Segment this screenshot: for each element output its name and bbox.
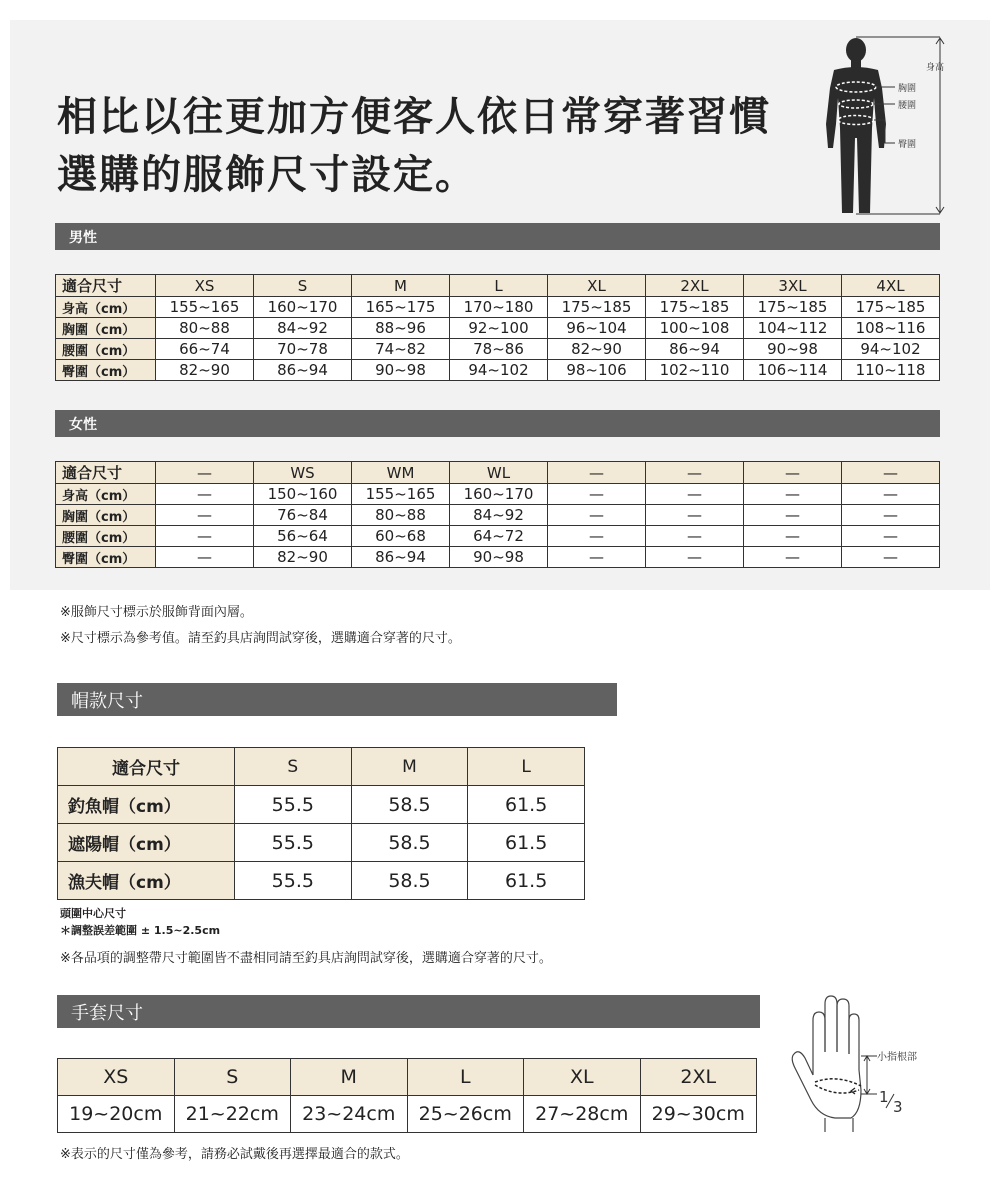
- table-cell: 80~88: [156, 318, 254, 339]
- row-label: 腰圍（cm）: [56, 526, 156, 547]
- table-cell: 21~22cm: [174, 1096, 291, 1133]
- table-cell: 94~102: [842, 339, 940, 360]
- table-cell: 110~118: [842, 360, 940, 381]
- table-cell: 165~175: [352, 297, 450, 318]
- table-cell: 96~104: [548, 318, 646, 339]
- size-header: XS: [58, 1059, 175, 1096]
- table-cell: 90~98: [450, 547, 548, 568]
- table-cell: —: [744, 547, 842, 568]
- table-cell: 82~90: [156, 360, 254, 381]
- table-cell: 55.5: [235, 862, 352, 900]
- table-cell: 88~96: [352, 318, 450, 339]
- title-line-2: 選購的服飾尺寸設定。: [57, 152, 477, 198]
- table-cell: 155~165: [352, 484, 450, 505]
- table-cell: 55.5: [235, 824, 352, 862]
- title-line-1: 相比以往更加方便客人依日常穿著習慣: [57, 94, 771, 140]
- hat-note-tolerance: ＊調整誤差範圍 ± 1.5~2.5cm: [60, 924, 221, 937]
- size-header: XL: [524, 1059, 641, 1096]
- table-cell: 86~94: [646, 339, 744, 360]
- table-cell: —: [548, 547, 646, 568]
- table-cell: 80~88: [352, 505, 450, 526]
- table-cell: 170~180: [450, 297, 548, 318]
- size-header: M: [351, 748, 468, 786]
- table-cell: 160~170: [450, 484, 548, 505]
- table-cell: —: [548, 526, 646, 547]
- note-reference-values: ※尺寸標示為參考值。請至釣具店詢問試穿後，選購適合穿著的尺寸。: [60, 631, 461, 646]
- table-cell: —: [744, 526, 842, 547]
- table-row: [56, 484, 940, 505]
- table-cell: 98~106: [548, 360, 646, 381]
- women-header-label: 適合尺寸: [56, 462, 156, 484]
- table-cell: 86~94: [254, 360, 352, 381]
- table-cell: 155~165: [156, 297, 254, 318]
- table-cell: 106~114: [744, 360, 842, 381]
- table-cell: 61.5: [468, 786, 585, 824]
- table-cell: 19~20cm: [58, 1096, 175, 1133]
- size-header: L: [450, 275, 548, 297]
- table-cell: 56~64: [254, 526, 352, 547]
- table-cell: 175~185: [744, 297, 842, 318]
- table-cell: 29~30cm: [640, 1096, 757, 1133]
- women-section-bar: [55, 410, 940, 437]
- table-cell: 61.5: [468, 824, 585, 862]
- hip-label: 臀圍: [898, 140, 917, 150]
- women-section-title: 女性: [69, 416, 97, 433]
- body-measurement-figure: [800, 28, 960, 218]
- table-cell: —: [646, 505, 744, 526]
- table-cell: —: [744, 484, 842, 505]
- row-label: 臀圍（cm）: [56, 547, 156, 568]
- table-cell: —: [156, 526, 254, 547]
- table-cell: —: [156, 484, 254, 505]
- size-header: M: [352, 275, 450, 297]
- table-cell: 100~108: [646, 318, 744, 339]
- size-header: WL: [450, 462, 548, 484]
- size-header: XS: [156, 275, 254, 297]
- table-row: [58, 824, 585, 862]
- table-cell: 55.5: [235, 786, 352, 824]
- fraction-denominator: 3: [893, 1098, 903, 1116]
- table-cell: 160~170: [254, 297, 352, 318]
- table-cell: 104~112: [744, 318, 842, 339]
- men-size-table: [55, 274, 940, 381]
- size-header: —: [156, 462, 254, 484]
- row-label: 釣魚帽（cm）: [58, 786, 235, 824]
- men-section-title: 男性: [69, 229, 97, 246]
- table-cell: 78~86: [450, 339, 548, 360]
- table-row: [56, 547, 940, 568]
- size-header: XL: [548, 275, 646, 297]
- fraction-numerator: 1: [879, 1088, 889, 1106]
- size-header: 2XL: [646, 275, 744, 297]
- size-header: L: [468, 748, 585, 786]
- table-cell: —: [548, 484, 646, 505]
- hat-header-row: [58, 748, 585, 786]
- row-label: 身高（cm）: [56, 484, 156, 505]
- table-cell: 64~72: [450, 526, 548, 547]
- table-cell: —: [156, 505, 254, 526]
- size-header: —: [842, 462, 940, 484]
- table-cell: 175~185: [842, 297, 940, 318]
- table-cell: 25~26cm: [407, 1096, 524, 1133]
- row-label: 身高（cm）: [56, 297, 156, 318]
- size-header: WS: [254, 462, 352, 484]
- table-row: [58, 1096, 757, 1133]
- size-header: 3XL: [744, 275, 842, 297]
- hand-measurement-diagram: [785, 990, 945, 1140]
- row-label: 遮陽帽（cm）: [58, 824, 235, 862]
- table-row: [56, 526, 940, 547]
- hat-note-adjustment: ※各品項的調整帶尺寸範圍皆不盡相同請至釣具店詢問試穿後，選購適合穿著的尺寸。: [60, 951, 552, 966]
- size-header: S: [235, 748, 352, 786]
- glove-size-table: [57, 1058, 757, 1133]
- table-row: [56, 505, 940, 526]
- table-cell: 102~110: [646, 360, 744, 381]
- table-cell: 86~94: [352, 547, 450, 568]
- women-header-row: [56, 462, 940, 484]
- size-header: M: [291, 1059, 408, 1096]
- men-header-label: 適合尺寸: [56, 275, 156, 297]
- waist-label: 腰圍: [898, 101, 917, 111]
- men-section-bar: [55, 223, 940, 250]
- size-header: —: [744, 462, 842, 484]
- hat-note-head-center: 頭圍中心尺寸: [60, 907, 126, 920]
- size-header: —: [548, 462, 646, 484]
- table-cell: —: [646, 547, 744, 568]
- row-label: 胸圍（cm）: [56, 505, 156, 526]
- table-cell: 61.5: [468, 862, 585, 900]
- size-header: S: [254, 275, 352, 297]
- table-row: [58, 862, 585, 900]
- table-cell: 92~100: [450, 318, 548, 339]
- table-cell: 150~160: [254, 484, 352, 505]
- table-cell: 90~98: [352, 360, 450, 381]
- row-label: 漁夫帽（cm）: [58, 862, 235, 900]
- table-row: [58, 786, 585, 824]
- women-size-table: [55, 461, 940, 568]
- table-cell: 94~102: [450, 360, 548, 381]
- hat-header-label: 適合尺寸: [58, 748, 235, 786]
- note-label-location: ※服飾尺寸標示於服飾背面內層。: [60, 605, 253, 620]
- size-header: L: [407, 1059, 524, 1096]
- table-cell: 60~68: [352, 526, 450, 547]
- size-header: —: [646, 462, 744, 484]
- table-cell: 175~185: [548, 297, 646, 318]
- palm-measure-line: [815, 1079, 861, 1086]
- table-cell: —: [842, 547, 940, 568]
- table-cell: 175~185: [646, 297, 744, 318]
- table-row: [56, 339, 940, 360]
- table-row: [56, 360, 940, 381]
- row-label: 胸圍（cm）: [56, 318, 156, 339]
- table-cell: —: [646, 484, 744, 505]
- glove-header-row: [58, 1059, 757, 1096]
- table-cell: —: [842, 484, 940, 505]
- table-row: [56, 318, 940, 339]
- table-row: [56, 297, 940, 318]
- row-label: 臀圍（cm）: [56, 360, 156, 381]
- table-cell: 58.5: [351, 786, 468, 824]
- table-cell: 58.5: [351, 824, 468, 862]
- table-cell: 84~92: [254, 318, 352, 339]
- table-cell: 58.5: [351, 862, 468, 900]
- table-cell: 90~98: [744, 339, 842, 360]
- page-title: [57, 88, 771, 204]
- hat-section-bar: [57, 683, 617, 716]
- table-cell: —: [646, 526, 744, 547]
- table-cell: 76~84: [254, 505, 352, 526]
- table-cell: 23~24cm: [291, 1096, 408, 1133]
- size-header: WM: [352, 462, 450, 484]
- human-silhouette-icon: [826, 38, 886, 213]
- table-cell: 27~28cm: [524, 1096, 641, 1133]
- table-cell: 84~92: [450, 505, 548, 526]
- table-cell: 108~116: [842, 318, 940, 339]
- table-cell: 74~82: [352, 339, 450, 360]
- size-header: 2XL: [640, 1059, 757, 1096]
- hand-outline-icon: [792, 996, 861, 1132]
- table-cell: —: [156, 547, 254, 568]
- height-label: 身高: [926, 63, 945, 73]
- hat-section-title: 帽款尺寸: [71, 690, 143, 712]
- size-header: S: [174, 1059, 291, 1096]
- table-cell: 82~90: [254, 547, 352, 568]
- table-cell: —: [548, 505, 646, 526]
- glove-section-bar: [57, 995, 760, 1028]
- row-label: 腰圍（cm）: [56, 339, 156, 360]
- size-header: 4XL: [842, 275, 940, 297]
- table-cell: 66~74: [156, 339, 254, 360]
- hat-size-table: [57, 747, 585, 900]
- glove-section-title: 手套尺寸: [71, 1002, 143, 1024]
- table-cell: —: [842, 526, 940, 547]
- little-finger-base-label: 小指根部: [877, 1052, 917, 1063]
- chest-label: 胸圍: [898, 84, 917, 94]
- men-header-row: [56, 275, 940, 297]
- table-cell: —: [744, 505, 842, 526]
- table-cell: —: [842, 505, 940, 526]
- table-cell: 70~78: [254, 339, 352, 360]
- table-cell: 82~90: [548, 339, 646, 360]
- glove-note: ※表示的尺寸僅為參考，請務必試戴後再選擇最適合的款式。: [60, 1147, 409, 1162]
